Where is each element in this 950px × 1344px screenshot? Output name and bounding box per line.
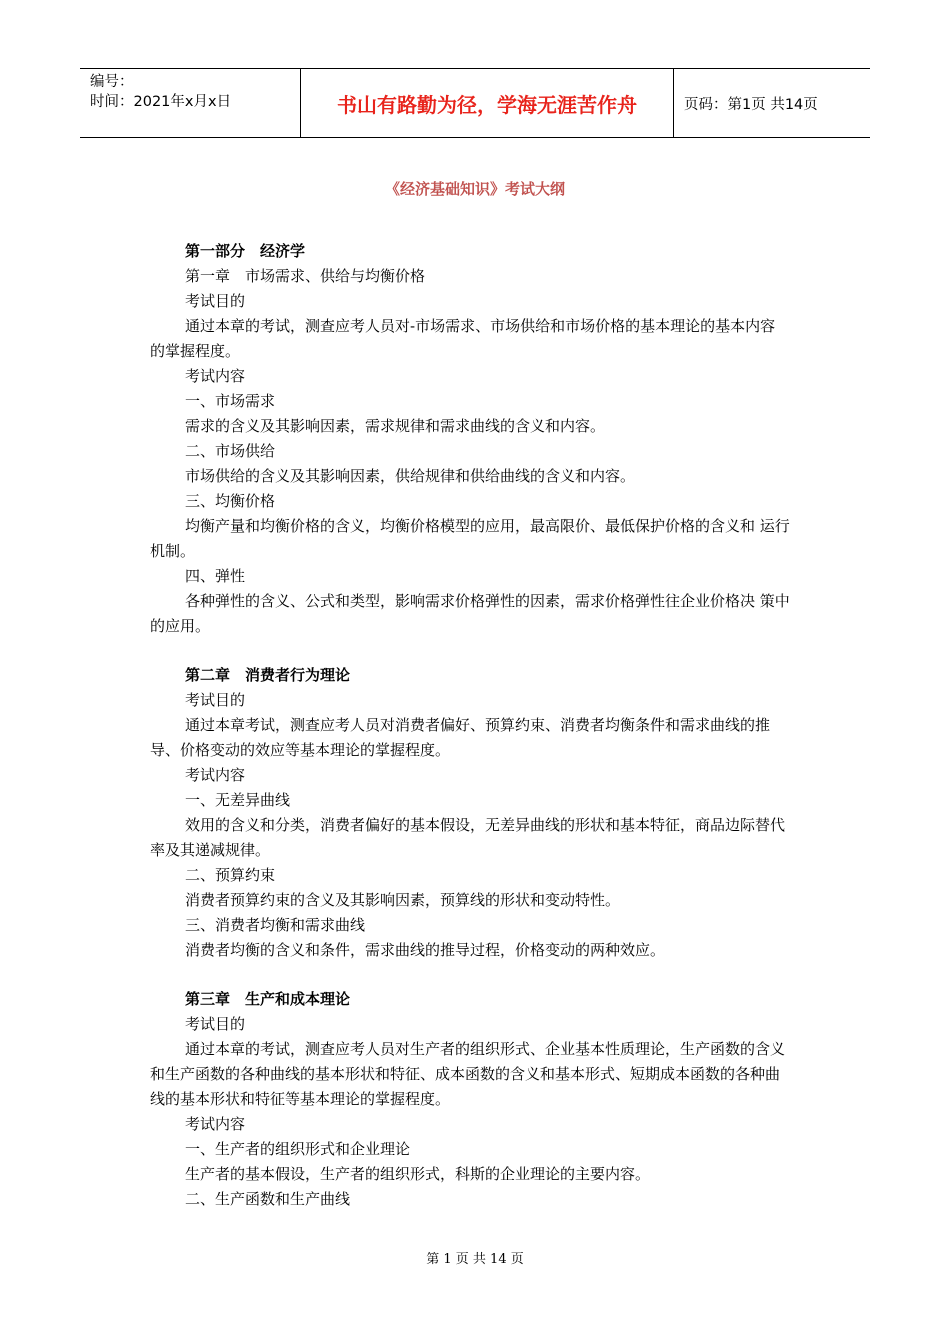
paragraph: 市场供给的含义及其影响因素，供给规律和供给曲线的含义和内容。: [185, 467, 636, 485]
paragraph: 需求的含义及其影响因素，需求规律和需求曲线的含义和内容。: [185, 417, 606, 435]
header-page-info: 页码：第1页 共14页: [684, 96, 818, 113]
paragraph: 三、均衡价格: [185, 492, 276, 510]
paragraph: 均衡产量和均衡价格的含义，均衡价格模型的应用，最高限价、最低保护价格的含义和 运行机制。: [150, 517, 790, 560]
paragraph: 考试目的: [185, 691, 246, 709]
header-left-cell: [80, 69, 301, 137]
section-heading: 第三章 生产和成本理论: [185, 990, 351, 1008]
paragraph-gap: [150, 963, 790, 987]
paragraph: 考试目的: [185, 1015, 246, 1033]
paragraph-gap: [150, 639, 790, 663]
document-title: 《经济基础知识》考试大纲: [384, 180, 565, 198]
paragraph: 通过本章的考试，测查应考人员对生产者的组织形式、企业基本性质理论，生产函数的含义和生产函数的各种曲线的基本形状和特征、成本函数的含义和基本形式、短期成本函数的各种曲线的基本形状和特征等基本理论的掌握程度。: [150, 1040, 786, 1108]
paragraph: 效用的含义和分类，消费者偏好的基本假设，无差异曲线的形状和基本特征，商品边际替代率及其递减规律。: [150, 816, 786, 859]
time-label: 时间：2021年x月x日: [90, 94, 232, 110]
paragraph: 一、生产者的组织形式和企业理论: [185, 1140, 411, 1158]
page-header: [80, 68, 870, 138]
paragraph: 消费者预算约束的含义及其影响因素，预算线的形状和变动特性。: [185, 891, 621, 909]
document-body: [150, 239, 790, 1212]
paragraph: 二、市场供给: [185, 442, 276, 460]
section-heading: 第二章 消费者行为理论: [185, 666, 351, 684]
paragraph: 三、消费者均衡和需求曲线: [185, 916, 366, 934]
paragraph: 考试内容: [185, 1115, 246, 1133]
section-heading: 第一部分 经济学: [185, 242, 306, 260]
paragraph: 考试内容: [185, 367, 246, 385]
paragraph: 通过本章考试，测查应考人员对消费者偏好、预算约束、消费者均衡条件和需求曲线的推导、价格变动的效应等基本理论的掌握程度。: [150, 716, 771, 759]
paragraph: 一、市场需求: [185, 392, 276, 410]
number-label: 编号：: [90, 74, 134, 90]
paragraph: 第一章 市场需求、供给与均衡价格: [185, 267, 426, 285]
paragraph: 通过本章的考试，测查应考人员对-市场需求、市场供给和市场价格的基本理论的基本内容的掌握程度。: [150, 317, 776, 360]
paragraph: 考试目的: [185, 292, 246, 310]
paragraph: 一、无差异曲线: [185, 791, 291, 809]
paragraph: 四、弹性: [185, 567, 246, 585]
paragraph: 二、生产函数和生产曲线: [185, 1190, 351, 1208]
page-footer: 第 1 页 共 14 页: [426, 1252, 524, 1267]
paragraph: 生产者的基本假设，生产者的组织形式，科斯的企业理论的主要内容。: [185, 1165, 651, 1183]
paragraph: 各种弹性的含义、公式和类型，影响需求价格弹性的因素，需求价格弹性往企业价格决 策中的应用。: [150, 592, 790, 635]
paragraph: 二、预算约束: [185, 866, 276, 884]
paragraph: 消费者均衡的含义和条件，需求曲线的推导过程，价格变动的两种效应。: [185, 941, 666, 959]
paragraph: 考试内容: [185, 766, 246, 784]
header-motto: 书山有路勤为径，学海无涯苦作舟: [301, 69, 674, 137]
